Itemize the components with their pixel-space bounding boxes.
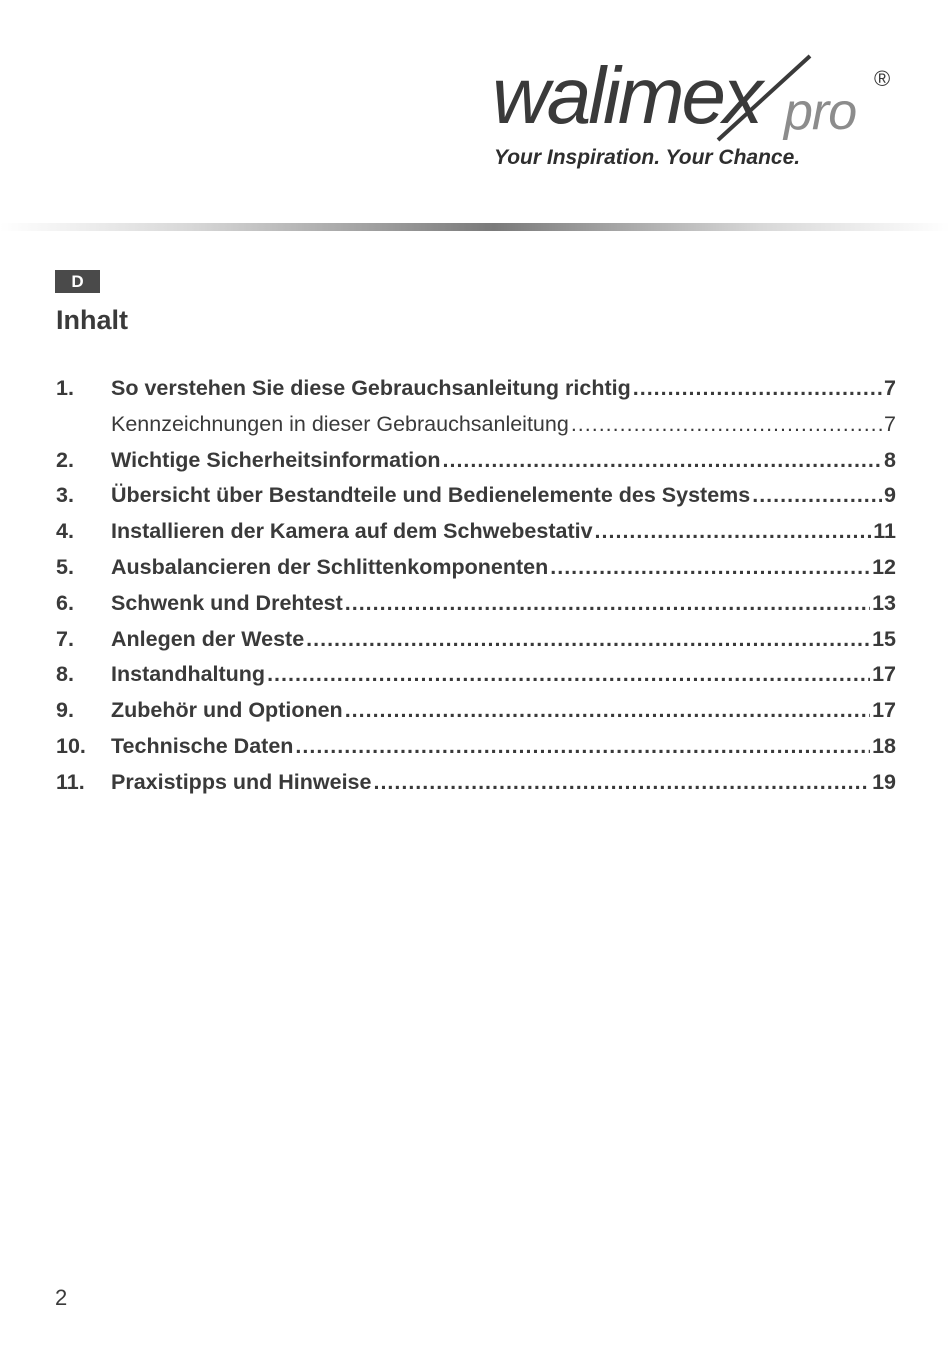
- toc-entry-number: 7.: [56, 626, 74, 651]
- tagline: Your Inspiration. Your Chance.: [494, 146, 801, 169]
- toc-entry[interactable]: [56, 519, 896, 555]
- toc-entry[interactable]: [56, 662, 896, 698]
- toc-entry[interactable]: [56, 698, 896, 734]
- toc-entry[interactable]: [56, 734, 896, 770]
- toc-entry-page: 17: [872, 698, 896, 723]
- toc-entry-number: 11.: [56, 769, 85, 794]
- logo-wordmark: walimex: [492, 51, 760, 140]
- toc-dot-leader: [633, 376, 882, 401]
- toc-entry-number: 3.: [56, 483, 74, 508]
- toc-entry[interactable]: [56, 591, 896, 627]
- toc-entry-page: 12: [872, 554, 896, 579]
- toc-entry-number: 2.: [56, 447, 74, 472]
- toc-dot-leader: [373, 770, 870, 795]
- toc-entry[interactable]: [56, 627, 896, 663]
- toc-entry-page: 8: [884, 447, 896, 472]
- toc-entry-title: Schwenk und Drehtest: [111, 590, 343, 615]
- language-badge: D: [55, 270, 100, 293]
- table-of-contents: [56, 376, 896, 806]
- toc-dot-leader: [550, 555, 870, 580]
- toc-dot-leader: [267, 662, 870, 687]
- toc-entry-page: 11: [873, 519, 896, 544]
- toc-entry-number: 4.: [56, 519, 74, 544]
- toc-entry-title: Instandhaltung: [111, 662, 266, 687]
- toc-entry-number: 1.: [56, 376, 74, 400]
- toc-dot-leader: [595, 519, 872, 544]
- toc-entry[interactable]: [56, 483, 896, 519]
- toc-entry[interactable]: [56, 376, 896, 412]
- toc-entry-number: 5.: [56, 554, 74, 579]
- toc-entry-title: Technische Daten: [111, 733, 294, 758]
- brand-logo: [488, 52, 908, 152]
- toc-entry-page: 15: [872, 626, 896, 651]
- toc-dot-leader: [443, 448, 883, 473]
- toc-entry-number: 8.: [56, 662, 74, 687]
- toc-entry[interactable]: [56, 412, 896, 448]
- toc-entry-title: Zubehör und Optionen: [111, 698, 343, 723]
- toc-entry-title: Ausbalancieren der Schlittenkomponenten: [111, 554, 549, 579]
- toc-entry-page: 9: [884, 483, 896, 508]
- toc-dot-leader: [306, 627, 870, 652]
- toc-entry-number: 6.: [56, 590, 74, 615]
- toc-entry[interactable]: [56, 770, 896, 806]
- toc-entry-page: 7: [884, 411, 896, 436]
- toc-entry-page: 7: [884, 376, 896, 400]
- toc-entry-title: Wichtige Sicherheitsinformation: [111, 447, 441, 472]
- toc-entry-title: Übersicht über Bestandteile und Bedienelemente des Systems: [111, 483, 751, 508]
- toc-entry-number: 10.: [56, 733, 86, 758]
- page-number: 2: [55, 1285, 68, 1310]
- toc-entry-title: Installieren der Kamera auf dem Schwebestativ: [111, 519, 593, 544]
- toc-entry-page: 17: [872, 662, 896, 687]
- toc-entry-title: Kennzeichnungen in dieser Gebrauchsanleitung: [111, 411, 569, 436]
- toc-entry-title: Anlegen der Weste: [111, 626, 305, 651]
- toc-dot-leader: [295, 734, 870, 759]
- toc-entry-page: 19: [872, 769, 896, 794]
- toc-entry[interactable]: [56, 555, 896, 591]
- logo-suffix: pro: [784, 83, 857, 141]
- registered-mark: ®: [874, 66, 891, 91]
- page-title: Inhalt: [56, 305, 128, 335]
- toc-entry-title: Praxistipps und Hinweise: [111, 769, 372, 794]
- toc-entry-page: 13: [872, 590, 896, 615]
- toc-dot-leader: [345, 591, 870, 616]
- toc-dot-leader: [752, 483, 882, 508]
- toc-dot-leader: [571, 412, 882, 437]
- toc-entry[interactable]: [56, 448, 896, 484]
- toc-entry-number: 9.: [56, 698, 74, 723]
- toc-entry-page: 18: [872, 733, 896, 758]
- toc-dot-leader: [345, 698, 870, 723]
- header-divider: [0, 223, 950, 231]
- toc-entry-title: So verstehen Sie diese Gebrauchsanleitung richtig: [111, 376, 631, 400]
